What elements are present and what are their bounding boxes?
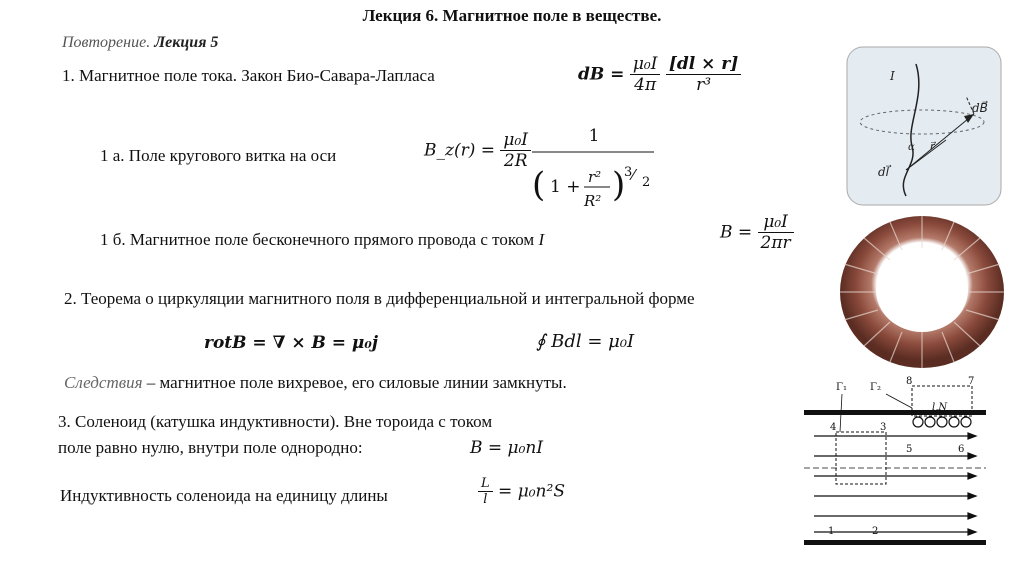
fig1-label-dB: dB⃗: [972, 101, 988, 115]
biot-num: μ₀I: [632, 54, 658, 74]
item-1b-var: I: [538, 230, 545, 249]
solenoid-formula: B = μ₀nI: [470, 438, 544, 458]
biot-savart-figure: [846, 46, 1002, 206]
loop-num: μ₀I: [503, 130, 528, 150]
item-1b-text: [100, 230, 544, 250]
fig3-label-8: 8: [906, 376, 913, 387]
fig3-label-2: 2: [872, 526, 879, 537]
subtitle-lecture: Лекция 5: [154, 34, 219, 51]
consequence-text: – магнитное поле вихревое, его силовые линии замкнуты.: [146, 373, 567, 392]
biot-savart-formula: [578, 54, 741, 95]
svg-text:): ): [612, 165, 626, 205]
item-1b-label: 1 б. Магнитное поле бесконечного прямого провода с током: [100, 230, 535, 249]
item-3-line2: поле равно нулю, внутри поле однородно:: [58, 438, 363, 457]
svg-text:R²: R²: [584, 192, 602, 210]
loop-denominator: [528, 148, 658, 218]
wire-formula: [720, 212, 794, 253]
fig1-label-r: r⃗: [930, 140, 935, 153]
fig1-label-alpha: α: [908, 142, 915, 153]
solenoid-figure: [800, 372, 990, 558]
loop-formula: [424, 130, 531, 171]
loop-one: 1: [588, 126, 600, 146]
fig3-label-5: 5: [906, 444, 913, 455]
ind-num: L: [481, 476, 490, 491]
wire-num: μ₀I: [763, 212, 788, 232]
wire-lhs: B =: [720, 222, 753, 243]
consequence-label: Следствия: [64, 373, 143, 392]
fig1-label-I: I: [890, 69, 895, 83]
item-2-text: 2. Теорема о циркуляции магнитного поля в дифференциальной и интегральной форме: [64, 289, 695, 308]
biot-cross-num: [dl × r]: [668, 54, 739, 74]
consequence: [64, 373, 567, 393]
fig3-label-6: 6: [958, 444, 965, 455]
wire-den: 2πr: [758, 232, 794, 253]
toroid-figure: [832, 212, 1012, 372]
svg-text:⁄: ⁄: [632, 166, 635, 184]
fig3-label-g1: Γ₁: [836, 382, 847, 393]
fig3-label-7: 7: [968, 376, 975, 387]
rot-formula: rotB = ∇ × B = μ₀j: [204, 333, 378, 353]
svg-text:3: 3: [624, 165, 633, 180]
fig3-label-ln: l,N: [932, 402, 948, 413]
biot-cross-den: r³: [666, 74, 741, 95]
svg-text:1 +: 1 +: [550, 177, 581, 197]
loop-lhs: B_z(r) =: [424, 140, 495, 161]
inductance-formula: [478, 476, 565, 507]
fig1-label-dl: dl⃗: [878, 165, 890, 179]
biot-lhs: dB =: [578, 64, 625, 85]
svg-text:(: (: [532, 165, 546, 205]
circulation-formula: ∮ Bdl = μ₀I: [536, 331, 635, 352]
ind-den: l: [478, 491, 493, 507]
svg-text:2: 2: [642, 175, 651, 190]
fig3-label-1: 1: [828, 526, 835, 537]
svg-text:r²: r²: [588, 168, 602, 186]
item-1a-text: 1 а. Поле кругового витка на оси: [100, 146, 337, 165]
biot-den: 4π: [630, 74, 661, 95]
subtitle: [62, 34, 218, 52]
ind-rhs: = μ₀n²S: [498, 481, 565, 502]
fig3-label-g2: Γ₂: [870, 382, 881, 393]
loop-den: 2R: [500, 150, 531, 171]
item-1-text: 1. Магнитное поле тока. Закон Био-Савара-Лапласа: [62, 66, 435, 85]
inductance-text: Индуктивность соленоида на единицу длины: [60, 486, 388, 505]
subtitle-prefix: Повторение.: [62, 34, 151, 51]
slide-title: Лекция 6. Магнитное поле в веществе.: [362, 6, 662, 25]
fig3-label-3: 3: [880, 422, 887, 433]
fig3-label-4: 4: [830, 422, 837, 433]
item-3-line1: 3. Соленоид (катушка индуктивности). Вне тороида с током: [58, 412, 493, 431]
